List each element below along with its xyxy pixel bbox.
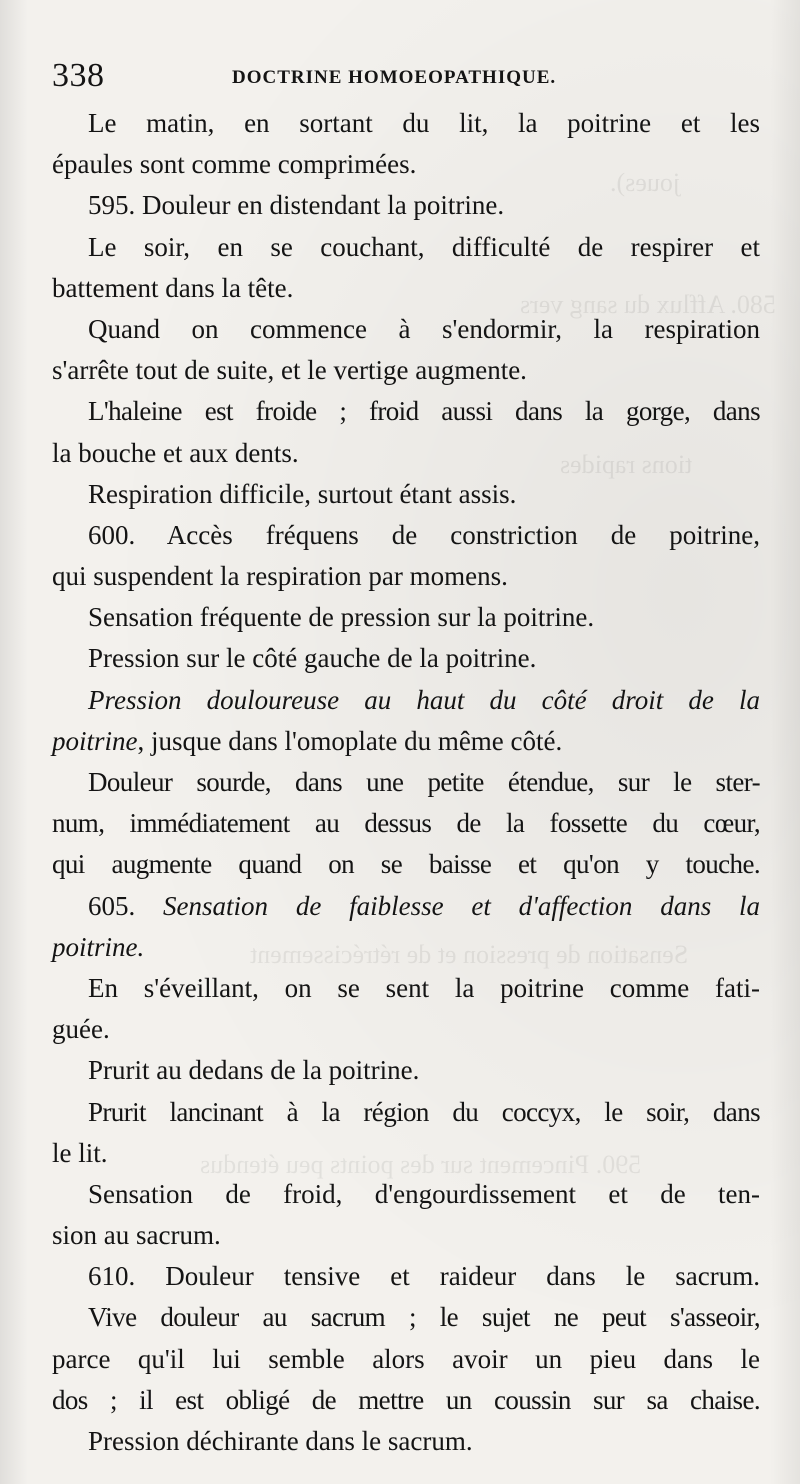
text-line: [52, 803, 760, 844]
text-line: [52, 1380, 760, 1421]
show-through-text: joues).: [610, 168, 681, 197]
text-segment: Respiration difficile, surtout étant assis.: [88, 478, 517, 509]
text-line: [52, 762, 760, 803]
text-line: [52, 1297, 760, 1338]
text-segment: L'haleine est froide ; froid aussi dans la gorge, dans: [88, 396, 760, 427]
text-line: [52, 1256, 760, 1297]
text-line: [52, 391, 760, 432]
show-through-text: Sensation de pression et de rétrécissement: [250, 940, 689, 969]
text-segment: Le soir, en se couchant, difficulté de respirer et: [88, 231, 760, 262]
text-segment: Vive douleur au sacrum ; le sujet ne peut s'asseoir,: [88, 1302, 760, 1333]
text-line: [52, 1174, 760, 1215]
show-through-text: 590. Pincement sur des points peu étendus: [200, 1150, 642, 1179]
text-line: [52, 597, 760, 638]
text-segment: Sensation de faiblesse et d'affection dans la: [163, 890, 760, 921]
text-segment: Prurit au dedans de la poitrine.: [88, 1055, 420, 1086]
text-segment: parce qu'il lui semble alors avoir un pieu dans le: [52, 1343, 760, 1374]
text-segment: poitrine: [52, 725, 138, 756]
text-segment: dos ; il est obligé de mettre un coussin sur sa chaise.: [52, 1384, 760, 1415]
text-segment: Pression déchirante dans le sacrum.: [88, 1426, 473, 1456]
text-line: [52, 1215, 760, 1256]
text-segment: 610. Douleur tensive et raideur dans le sacrum.: [88, 1261, 760, 1292]
text-segment: Sensation fréquente de pression sur la poitrine.: [88, 602, 595, 633]
text-segment: num, immédiatement au dessus de la fossette du cœur,: [52, 808, 760, 839]
text-line: [52, 927, 760, 968]
text-segment: la bouche et aux dents.: [52, 437, 299, 468]
text-segment: battement dans la tête.: [52, 272, 294, 303]
text-line: [52, 968, 760, 1009]
text-segment: s'arrête tout de suite, et le vertige augmente.: [52, 355, 527, 386]
text-segment: Quand on commence à s'endormir, la respiration: [88, 313, 760, 344]
text-line: [52, 350, 760, 391]
page-number: 338: [52, 57, 105, 94]
text-segment: 600. Accès fréquens de constriction de poitrine,: [88, 519, 760, 550]
text-line: [52, 309, 760, 350]
text-line: [52, 227, 760, 268]
text-segment: sion au sacrum.: [52, 1220, 221, 1251]
text-segment: épaules sont comme comprimées.: [52, 149, 417, 180]
text-segment: le lit.: [52, 1137, 108, 1168]
text-line: [52, 515, 760, 556]
text-segment: qui suspendent la respiration par momens.: [52, 561, 508, 592]
running-head: DOCTRINE HOMOEOPATHIQUE.: [232, 67, 557, 88]
show-through-text: tions rapides: [560, 450, 693, 479]
text-line: [52, 433, 760, 474]
text-line: [52, 1421, 760, 1462]
text-segment: Douleur sourde, dans une petite étendue, sur le ster-: [88, 767, 760, 797]
text-line: [52, 1009, 760, 1050]
text-line: [52, 1133, 760, 1174]
show-through-text: 580. Afflux du sang vers: [520, 290, 776, 319]
text-line: [52, 268, 760, 309]
text-line: [52, 680, 760, 721]
text-segment: 605.: [88, 890, 164, 921]
text-segment: Le matin, en sortant du lit, la poitrine et les: [88, 108, 760, 138]
text-line: [52, 638, 760, 679]
page-header: [52, 58, 752, 94]
text-segment: Prurit lancinant à la région du coccyx, le soir, dans: [88, 1096, 760, 1127]
text-segment: En s'éveillant, on se sent la poitrine comme fati-: [88, 972, 760, 1003]
text-segment: , jusque dans l'omoplate du même côté.: [137, 725, 563, 756]
text-line: [52, 1092, 760, 1133]
text-segment: poitrine.: [52, 931, 145, 962]
text-line: [52, 721, 760, 762]
text-segment: guée.: [52, 1014, 110, 1045]
text-segment: Pression douloureuse au haut du côté droit de la: [88, 684, 760, 715]
text-line: [52, 144, 760, 185]
text-line: [52, 1050, 760, 1091]
text-line: [52, 474, 760, 515]
text-segment: Pression sur le côté gauche de la poitrine.: [88, 643, 537, 674]
text-segment: qui augmente quand on se baisse et qu'on y touche.: [52, 849, 760, 880]
text-line: [52, 1339, 760, 1380]
text-line: [52, 886, 760, 927]
text-line: [52, 103, 760, 144]
text-segment: 595. Douleur en distendant la poitrine.: [88, 190, 505, 221]
text-line: [52, 185, 760, 226]
text-line: [52, 844, 760, 885]
body-text: [52, 103, 760, 1462]
text-segment: Sensation de froid, d'engourdissement et de ten-: [88, 1178, 760, 1209]
text-line: [52, 556, 760, 597]
